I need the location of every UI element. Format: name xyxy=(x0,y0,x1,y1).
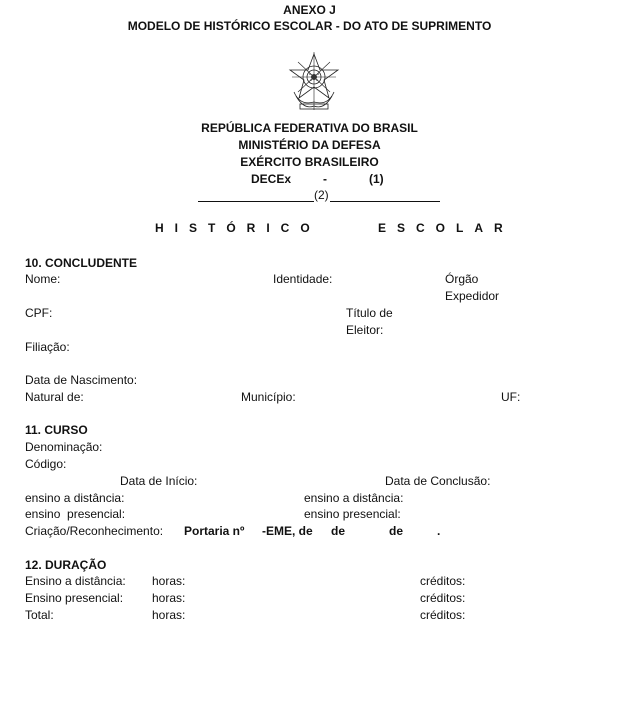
brazil-coat-of-arms-icon xyxy=(286,52,342,112)
duration-row-hours: horas: xyxy=(152,591,186,605)
birth-date-label: Data de Nascimento: xyxy=(25,373,138,387)
decex-label: DECEx xyxy=(251,172,292,186)
duration-row-label: Total: xyxy=(25,608,54,622)
voter-label-line2: Eleitor: xyxy=(346,323,384,337)
end-distance-label: ensino a distância: xyxy=(304,491,404,505)
army-label: EXÉRCITO BRASILEIRO xyxy=(240,155,379,169)
duration-row-label: Ensino presencial: xyxy=(25,591,124,605)
municipality-label: Município: xyxy=(241,390,296,404)
document-title: HISTÓRICO ESCOLAR xyxy=(155,221,514,235)
ministry-label: MINISTÉRIO DA DEFESA xyxy=(238,138,381,152)
end-presential-label: ensino presencial: xyxy=(304,507,401,521)
duration-row-credits: créditos: xyxy=(420,608,466,622)
code-label: Código: xyxy=(25,457,67,471)
name-label: Nome: xyxy=(25,272,61,286)
duration-row-hours: horas: xyxy=(152,608,186,622)
annex-label: ANEXO J xyxy=(283,3,336,17)
reference-1: (1) xyxy=(369,172,384,186)
duration-row-label: Ensino a distância: xyxy=(25,574,126,588)
duration-row-credits: créditos: xyxy=(420,574,466,588)
voter-label-line1: Título de xyxy=(346,306,393,320)
eme-label: -EME, de xyxy=(262,524,313,538)
start-date-label: Data de Início: xyxy=(120,474,198,488)
decex-dash: - xyxy=(323,172,327,186)
section-11-title: 11. CURSO xyxy=(25,423,88,437)
model-title: MODELO DE HISTÓRICO ESCOLAR - DO ATO DE SUPRIMENTO xyxy=(127,19,492,33)
creation-label: Criação/Reconhecimento: xyxy=(25,524,164,538)
underline-right xyxy=(330,201,440,202)
duration-row-hours: horas: xyxy=(152,574,186,588)
identity-label: Identidade: xyxy=(273,272,333,286)
start-presential-label: ensino presencial: xyxy=(25,507,126,521)
period-mark: . xyxy=(437,524,441,538)
portaria-label: Portaria nº xyxy=(184,524,245,538)
issuer-label-line1: Órgão xyxy=(445,272,479,286)
section-12-title: 12. DURAÇÃO xyxy=(25,558,107,572)
de-label-2: de xyxy=(389,524,404,538)
end-date-label: Data de Conclusão: xyxy=(385,474,491,488)
de-label-1: de xyxy=(331,524,346,538)
uf-label: UF: xyxy=(501,390,521,404)
underline-left xyxy=(198,201,314,202)
section-10-title: 10. CONCLUDENTE xyxy=(25,256,138,270)
duration-row-credits: créditos: xyxy=(420,591,466,605)
filiation-label: Filiação: xyxy=(25,340,70,354)
denomination-label: Denominação: xyxy=(25,440,103,454)
issuer-label-line2: Expedidor xyxy=(445,289,500,303)
native-of-label: Natural de: xyxy=(25,390,84,404)
start-distance-label: ensino a distância: xyxy=(25,491,125,505)
reference-2: (2) xyxy=(314,188,329,202)
cpf-label: CPF: xyxy=(25,306,53,320)
republic-label: REPÚBLICA FEDERATIVA DO BRASIL xyxy=(201,121,418,135)
